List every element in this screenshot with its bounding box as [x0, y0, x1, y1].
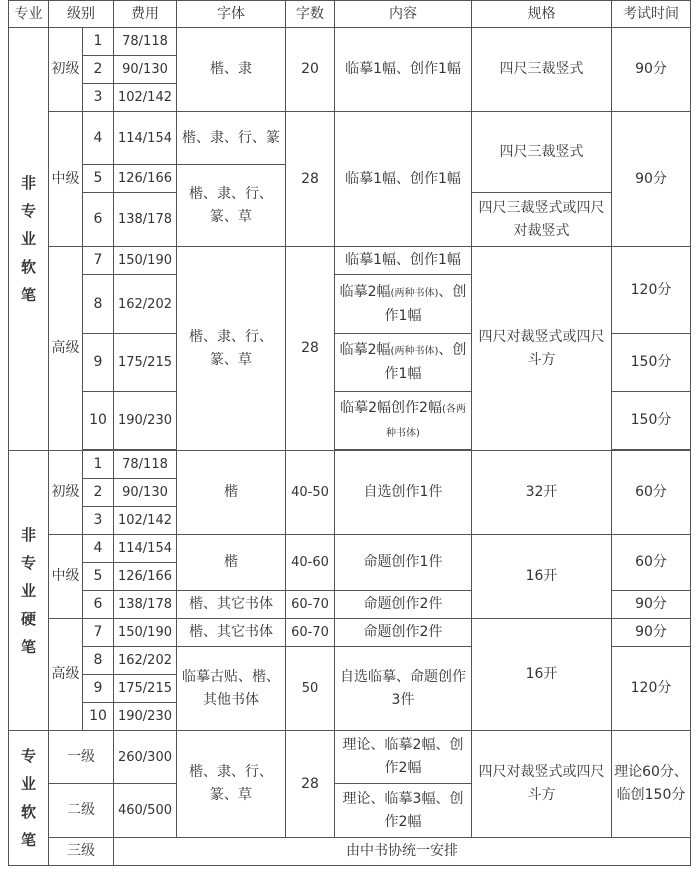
header-content: 内容 — [335, 1, 472, 28]
header-spec: 规格 — [472, 1, 612, 28]
level-label: 二级 — [49, 784, 114, 838]
content-cell: 临摹1幅、创作1幅 — [335, 28, 472, 112]
fee-cell: 126/166 — [114, 563, 177, 591]
header-chars: 字数 — [286, 1, 335, 28]
level-number: 2 — [83, 56, 114, 84]
level-label: 初级 — [49, 28, 83, 112]
table-row — [9, 451, 691, 479]
spec-cell: 四尺对裁竖式或四尺斗方 — [472, 731, 612, 838]
time-cell: 90分 — [612, 28, 691, 112]
arrangement-note: 由中书协统一安排 — [114, 838, 691, 866]
fee-cell: 175/215 — [114, 675, 177, 703]
level-number: 6 — [83, 193, 114, 247]
level-number: 5 — [83, 165, 114, 193]
content-cell: 临摹2幅(两种书体)、创作1幅 — [335, 334, 472, 392]
fee-cell: 78/118 — [114, 451, 177, 479]
table-row — [9, 535, 691, 563]
level-label: 中级 — [49, 112, 83, 247]
table-row — [9, 838, 691, 866]
header-row — [9, 1, 691, 28]
content-cell: 命题创作2件 — [335, 619, 472, 647]
time-cell: 90分 — [612, 619, 691, 647]
level-number: 7 — [83, 619, 114, 647]
content-cell: 临摹2幅创作2幅(各两种书体) — [335, 392, 472, 450]
fee-cell: 90/130 — [114, 56, 177, 84]
level-label: 三级 — [49, 838, 114, 866]
fee-cell: 150/190 — [114, 247, 177, 275]
fee-cell: 175/215 — [114, 334, 177, 392]
fee-cell: 190/230 — [114, 703, 177, 731]
spec-cell: 四尺三裁竖式 — [472, 112, 612, 193]
chars-cell: 20 — [286, 28, 335, 112]
level-number: 10 — [83, 703, 114, 731]
fee-cell: 162/202 — [114, 647, 177, 675]
time-cell: 150分 — [612, 334, 691, 392]
fee-cell: 126/166 — [114, 165, 177, 193]
table-row — [9, 112, 691, 165]
spec-cell: 四尺三裁竖式或四尺对裁竖式 — [472, 193, 612, 247]
chars-cell: 40-60 — [286, 535, 335, 591]
script-cell: 楷、隶、行、篆 — [177, 112, 286, 165]
level-number: 3 — [83, 84, 114, 112]
level-label: 高级 — [49, 619, 83, 731]
chars-cell: 28 — [286, 112, 335, 247]
level-number: 7 — [83, 247, 114, 275]
fee-cell: 260/300 — [114, 731, 177, 784]
major-hard-pen: 非专业硬笔 — [9, 451, 49, 731]
chars-cell: 60-70 — [286, 591, 335, 619]
level-number: 1 — [83, 451, 114, 479]
script-cell: 楷、隶、行、篆、草 — [177, 247, 286, 451]
level-number: 2 — [83, 479, 114, 507]
script-cell: 楷、其它书体 — [177, 591, 286, 619]
fee-cell: 138/178 — [114, 193, 177, 247]
fee-cell: 102/142 — [114, 507, 177, 535]
level-number: 10 — [83, 392, 114, 450]
script-cell: 临摹古贴、楷、其他书体 — [177, 647, 286, 731]
fee-cell: 138/178 — [114, 591, 177, 619]
header-fee: 费用 — [114, 1, 177, 28]
level-label: 中级 — [49, 535, 83, 619]
spec-cell: 32开 — [472, 451, 612, 535]
level-number: 4 — [83, 112, 114, 165]
content-cell: 自选临摹、命题创作3件 — [335, 647, 472, 731]
chars-cell: 50 — [286, 647, 335, 731]
script-cell: 楷、隶、行、篆、草 — [177, 731, 286, 838]
header-time: 考试时间 — [612, 1, 691, 28]
table-row — [9, 247, 691, 275]
header-major: 专业 — [9, 1, 49, 28]
major-soft-brush: 非专业软笔 — [9, 28, 49, 451]
script-cell: 楷、隶、行、篆、草 — [177, 165, 286, 247]
table-row — [9, 28, 691, 56]
time-cell: 90分 — [612, 112, 691, 247]
spec-cell: 四尺对裁竖式或四尺斗方 — [472, 247, 612, 451]
fee-cell: 150/190 — [114, 619, 177, 647]
content-cell: 自选创作1件 — [335, 451, 472, 535]
time-cell: 120分 — [612, 247, 691, 334]
script-cell: 楷、其它书体 — [177, 619, 286, 647]
content-cell: 理论、临摹2幅、创作2幅 — [335, 731, 472, 784]
level-label: 初级 — [49, 451, 83, 535]
level-number: 9 — [83, 675, 114, 703]
level-number: 3 — [83, 507, 114, 535]
script-cell: 楷 — [177, 535, 286, 591]
content-cell: 临摹1幅、创作1幅 — [335, 112, 472, 247]
content-cell: 命题创作1件 — [335, 535, 472, 591]
time-cell: 120分 — [612, 647, 691, 731]
major-pro-brush: 专业软笔 — [9, 731, 49, 866]
fee-cell: 460/500 — [114, 784, 177, 838]
level-number: 4 — [83, 535, 114, 563]
time-cell: 60分 — [612, 451, 691, 535]
spec-cell: 16开 — [472, 619, 612, 731]
exam-fee-table — [8, 0, 691, 866]
time-cell: 90分 — [612, 591, 691, 619]
content-cell: 理论、临摹3幅、创作2幅 — [335, 784, 472, 838]
level-number: 8 — [83, 275, 114, 334]
spec-cell: 四尺三裁竖式 — [472, 28, 612, 112]
fee-cell: 114/154 — [114, 535, 177, 563]
content-cell: 临摹2幅(两种书体)、创作1幅 — [335, 275, 472, 334]
chars-cell: 60-70 — [286, 619, 335, 647]
level-number: 1 — [83, 28, 114, 56]
fee-cell: 78/118 — [114, 28, 177, 56]
header-script: 字体 — [177, 1, 286, 28]
level-number: 9 — [83, 334, 114, 392]
time-cell: 理论60分、临创150分 — [612, 731, 691, 838]
fee-cell: 190/230 — [114, 392, 177, 450]
level-number: 8 — [83, 647, 114, 675]
script-cell: 楷、隶 — [177, 28, 286, 112]
chars-cell: 28 — [286, 247, 335, 451]
level-number: 6 — [83, 591, 114, 619]
fee-cell: 90/130 — [114, 479, 177, 507]
content-cell: 命题创作2件 — [335, 591, 472, 619]
fee-cell: 114/154 — [114, 112, 177, 165]
fee-cell: 102/142 — [114, 84, 177, 112]
chars-cell: 28 — [286, 731, 335, 838]
fee-cell: 162/202 — [114, 275, 177, 334]
time-cell: 150分 — [612, 392, 691, 450]
table-row — [9, 731, 691, 784]
level-number: 5 — [83, 563, 114, 591]
header-level: 级别 — [49, 1, 114, 28]
content-cell: 临摹1幅、创作1幅 — [335, 247, 472, 275]
script-cell: 楷 — [177, 451, 286, 535]
table-row — [9, 619, 691, 647]
chars-cell: 40-50 — [286, 451, 335, 535]
spec-cell: 16开 — [472, 535, 612, 619]
time-cell: 60分 — [612, 535, 691, 591]
level-label: 一级 — [49, 731, 114, 784]
level-label: 高级 — [49, 247, 83, 451]
